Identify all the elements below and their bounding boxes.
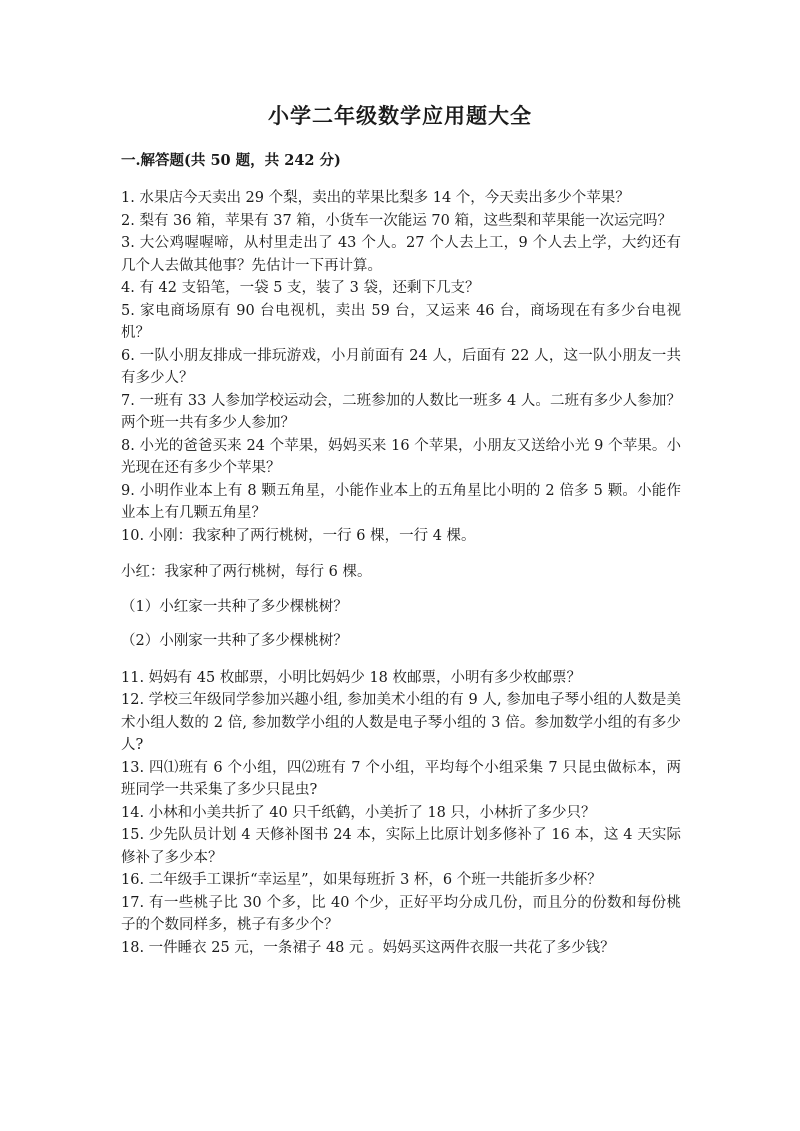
- question-7: 7. 一班有 33 人参加学校运动会，二班参加的人数比一班多 4 人。二班有多少人参加？两个班一共有多少人参加？: [121, 392, 681, 431]
- question-15: 15. 少先队员计划 4 天修补图书 24 本，实际上比原计划多修补了 16 本，这 4 天实际修补了多少本？: [121, 827, 681, 866]
- question-11: 11. 妈妈有 45 枚邮票，小明比妈妈少 18 枚邮票，小明有多少枚邮票？: [121, 669, 582, 686]
- question-10-xiaohong: 小红：我家种了两行桃树，每行 6 棵。: [121, 564, 372, 580]
- question-2: 2. 梨有 36 箱，苹果有 37 箱，小货车一次能运 70 箱，这些梨和苹果能一次运完吗？: [121, 212, 672, 229]
- question-18: 18. 一件睡衣 25 元，一条裙子 48 元 。妈妈买这两件衣服一共花了多少钱？: [121, 939, 615, 956]
- question-10-part-1: （1）小红家一共种了多少棵桃树？: [121, 598, 348, 615]
- section-heading: 一.解答题(共 50 题，共 242 分): [121, 152, 341, 169]
- question-6: 6. 一队小朋友排成一排玩游戏，小月前面有 24 人，后面有 22 人，这一队小朋友一共有多少人？: [121, 347, 681, 386]
- question-13: 13. 四⑴班有 6 个小组，四⑵班有 7 个小组，平均每个小组采集 7 只昆虫做标本，两班同学一共采集了多少只昆虫?: [121, 759, 681, 798]
- question-16: 16. 二年级手工课折“幸运星”，如果每班折 3 杯，6 个班一共能折多少杯？: [121, 872, 602, 888]
- question-10: 10. 小刚：我家种了两行桃树，一行 6 棵，一行 4 棵。: [121, 527, 476, 544]
- question-1: 1. 水果店今天卖出 29 个梨，卖出的苹果比梨多 14 个，今天卖出多少个苹果？: [121, 190, 630, 206]
- question-8: 8. 小光的爸爸买来 24 个苹果，妈妈买来 16 个苹果，小朋友又送给小光 9 个苹果。小光现在还有多少个苹果？: [121, 437, 681, 476]
- question-10-part-2: （2）小刚家一共种了多少棵桃树？: [121, 633, 348, 649]
- document-title: 小学二年级数学应用题大全: [268, 103, 532, 128]
- question-17: 17. 有一些桃子比 30 个多，比 40 个少，正好平均分成几份，而且分的份数和每份桃子的个数同样多，桃子有多少个？: [121, 894, 681, 933]
- question-14: 14. 小林和小美共折了 40 只千纸鹤，小美折了 18 只，小林折了多少只？: [121, 804, 596, 821]
- question-3: 3. 大公鸡喔喔啼，从村里走出了 43 个人。27 个人去上工，9 个人去上学，大约还有几个人去做其他事？先估计一下再计算。: [121, 235, 681, 274]
- question-list: [121, 187, 681, 959]
- question-4: 4. 有 42 支铅笔，一袋 5 支，装了 3 袋，还剩下几支？: [121, 280, 480, 296]
- question-5: 5. 家电商场原有 90 台电视机，卖出 59 台，又运来 46 台，商场现在有多少台电视机？: [121, 302, 681, 341]
- question-12: 12. 学校三年级同学参加兴趣小组, 参加美术小组的有 9 人, 参加电子琴小组的人数是美术小组人数的 2 倍, 参加数学小组的人数是电子琴小组的 3 倍。参加数学小组的有多少人?: [121, 692, 681, 753]
- question-9: 9. 小明作业本上有 8 颗五角星，小能作业本上的五角星比小明的 2 倍多 5 颗。小能作业本上有几颗五角星？: [121, 482, 681, 521]
